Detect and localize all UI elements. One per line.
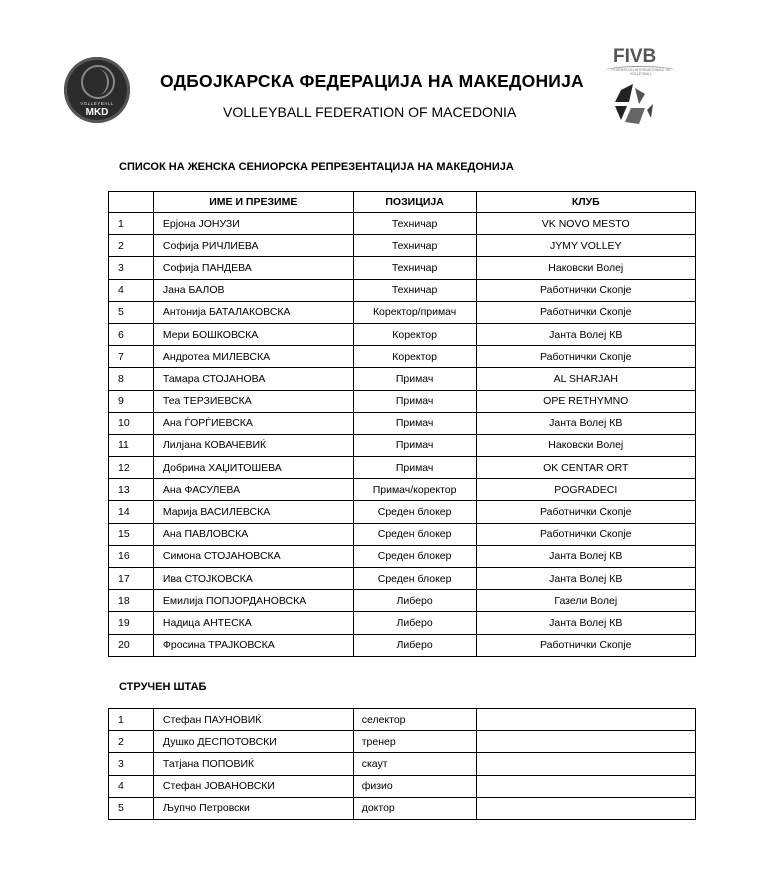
staff-table: [108, 708, 696, 820]
roster-row: [109, 568, 696, 590]
roster-row: [109, 634, 696, 656]
player-club: Работнички Скопје: [476, 501, 695, 523]
player-number: 3: [109, 257, 154, 279]
player-number: 12: [109, 457, 154, 479]
roster-row: [109, 612, 696, 634]
player-name: Емилија ПОПЈОРДАНОВСКА: [153, 590, 353, 612]
player-club: Наковски Волеј: [476, 434, 695, 456]
player-number: 7: [109, 346, 154, 368]
roster-table: [108, 191, 696, 657]
player-number: 13: [109, 479, 154, 501]
staff-row: [109, 753, 696, 775]
player-position: Либеро: [353, 634, 476, 656]
player-number: 11: [109, 434, 154, 456]
logo-text-mkd: MKD: [85, 107, 109, 118]
player-club: JYMY VOLLEY: [476, 235, 695, 257]
fivb-logo: [605, 46, 677, 136]
player-position: Коректор/примач: [353, 301, 476, 323]
player-position: Среден блокер: [353, 523, 476, 545]
roster-row: [109, 523, 696, 545]
player-club: Јанта Волеј КВ: [476, 323, 695, 345]
roster-row: [109, 346, 696, 368]
player-name: Ана ФАСУЛЕВА: [153, 479, 353, 501]
staff-row: [109, 775, 696, 797]
player-club: OPE RETHYMNO: [476, 390, 695, 412]
player-position: Примач/коректор: [353, 479, 476, 501]
player-name: Теа ТЕРЗИЕВСКА: [153, 390, 353, 412]
player-name: Симона СТОЈАНОВСКА: [153, 545, 353, 567]
staff-extra: [476, 709, 695, 731]
fivb-logo-subtext: FÉDÉRATION INTERNATIONALE DE VOLLEYBALL: [611, 68, 671, 76]
staff-number: 2: [109, 731, 154, 753]
staff-name: Стефан ПАУНОВИЌ: [153, 709, 353, 731]
staff-number: 5: [109, 797, 154, 819]
player-club: Јанта Волеј КВ: [476, 545, 695, 567]
staff-number: 1: [109, 709, 154, 731]
player-name: Ерјона ЈОНУЗИ: [153, 213, 353, 235]
player-name: Антонија БАТАЛАКОВСКА: [153, 301, 353, 323]
player-position: Примач: [353, 434, 476, 456]
player-position: Техничар: [353, 257, 476, 279]
fivb-emblem-icon: [611, 82, 657, 128]
player-name: Лилјана КОВАЧЕВИЌ: [153, 434, 353, 456]
staff-extra: [476, 797, 695, 819]
player-name: Софија РИЧЛИЕВА: [153, 235, 353, 257]
player-name: Ива СТОЈКОВСКА: [153, 568, 353, 590]
player-position: Среден блокер: [353, 501, 476, 523]
player-name: Надица АНТЕСКА: [153, 612, 353, 634]
player-name: Фросина ТРАЈКОВСКА: [153, 634, 353, 656]
col-header-club: КЛУБ: [476, 192, 695, 213]
player-name: Андротеа МИЛЕВСКА: [153, 346, 353, 368]
player-number: 5: [109, 301, 154, 323]
roster-row: [109, 279, 696, 301]
roster-row: [109, 479, 696, 501]
staff-role: селектор: [353, 709, 476, 731]
player-number: 20: [109, 634, 154, 656]
roster-row: [109, 368, 696, 390]
player-name: Ана ЃОРЃИЕВСКА: [153, 412, 353, 434]
player-club: OK CENTAR ORT: [476, 457, 695, 479]
staff-role: физио: [353, 775, 476, 797]
staff-number: 4: [109, 775, 154, 797]
player-position: Техничар: [353, 235, 476, 257]
roster-row: [109, 323, 696, 345]
player-club: Работнички Скопје: [476, 301, 695, 323]
federation-title-mk: ОДБОЈКАРСКА ФЕДЕРАЦИЈА НА МАКЕДОНИЈА: [160, 71, 584, 91]
player-position: Коректор: [353, 323, 476, 345]
player-number: 1: [109, 213, 154, 235]
staff-role: доктор: [353, 797, 476, 819]
roster-row: [109, 213, 696, 235]
player-position: Техничар: [353, 279, 476, 301]
player-position: Коректор: [353, 346, 476, 368]
player-club: VK NOVO MESTO: [476, 213, 695, 235]
player-number: 19: [109, 612, 154, 634]
player-name: Јана БАЛОВ: [153, 279, 353, 301]
player-number: 4: [109, 279, 154, 301]
player-name: Ана ПАВЛОВСКА: [153, 523, 353, 545]
player-club: Работнички Скопје: [476, 634, 695, 656]
roster-row: [109, 501, 696, 523]
roster-row: [109, 301, 696, 323]
player-position: Либеро: [353, 612, 476, 634]
player-club: Наковски Волеј: [476, 257, 695, 279]
player-number: 14: [109, 501, 154, 523]
staff-heading: СТРУЧЕН ШТАБ: [119, 681, 207, 693]
staff-name: Татјана ПОПОВИЌ: [153, 753, 353, 775]
player-number: 10: [109, 412, 154, 434]
player-club: Јанта Волеј КВ: [476, 568, 695, 590]
federation-title-en: VOLLEYBALL FEDERATION OF MACEDONIA: [223, 104, 517, 120]
staff-row: [109, 709, 696, 731]
player-name: Мери БОШКОВСКА: [153, 323, 353, 345]
player-club: POGRADECI: [476, 479, 695, 501]
player-club: Газели Волеј: [476, 590, 695, 612]
player-name: Марија ВАСИЛЕВСКА: [153, 501, 353, 523]
player-number: 16: [109, 545, 154, 567]
player-position: Среден блокер: [353, 545, 476, 567]
roster-row: [109, 457, 696, 479]
fivb-logo-text: FIVB: [613, 46, 657, 67]
federation-logo: [64, 57, 130, 123]
player-position: Техничар: [353, 213, 476, 235]
player-club: Работнички Скопје: [476, 346, 695, 368]
staff-extra: [476, 753, 695, 775]
roster-row: [109, 390, 696, 412]
roster-row: [109, 590, 696, 612]
staff-name: Стефан ЈОВАНОВСКИ: [153, 775, 353, 797]
roster-row: [109, 434, 696, 456]
logo-text-volleyball: VOLLEYBALL: [80, 101, 114, 106]
player-number: 17: [109, 568, 154, 590]
roster-row: [109, 545, 696, 567]
player-number: 8: [109, 368, 154, 390]
player-club: Јанта Волеј КВ: [476, 412, 695, 434]
player-position: Примач: [353, 457, 476, 479]
staff-role: тренер: [353, 731, 476, 753]
staff-role: скаут: [353, 753, 476, 775]
player-club: Работнички Скопје: [476, 523, 695, 545]
player-name: Софија ПАНДЕВА: [153, 257, 353, 279]
volleyball-icon: [81, 65, 115, 99]
player-club: Работнички Скопје: [476, 279, 695, 301]
roster-row: [109, 412, 696, 434]
staff-row: [109, 797, 696, 819]
player-club: Јанта Волеј КВ: [476, 612, 695, 634]
player-number: 6: [109, 323, 154, 345]
player-position: Примач: [353, 368, 476, 390]
col-header-name: ИМЕ И ПРЕЗИМЕ: [153, 192, 353, 213]
player-club: AL SHARJAH: [476, 368, 695, 390]
staff-number: 3: [109, 753, 154, 775]
roster-row: [109, 235, 696, 257]
player-position: Примач: [353, 390, 476, 412]
roster-header-row: [109, 192, 696, 213]
player-position: Среден блокер: [353, 568, 476, 590]
player-number: 2: [109, 235, 154, 257]
staff-row: [109, 731, 696, 753]
col-header-number: [109, 192, 154, 213]
player-position: Либеро: [353, 590, 476, 612]
player-name: Тамара СТОЈАНОВА: [153, 368, 353, 390]
roster-row: [109, 257, 696, 279]
player-number: 15: [109, 523, 154, 545]
staff-name: Љупчо Петровски: [153, 797, 353, 819]
player-name: Добрина ХАЏИТОШЕВА: [153, 457, 353, 479]
player-number: 9: [109, 390, 154, 412]
player-number: 18: [109, 590, 154, 612]
staff-name: Душко ДЕСПОТОВСКИ: [153, 731, 353, 753]
player-position: Примач: [353, 412, 476, 434]
roster-heading: СПИСОК НА ЖЕНСКА СЕНИОРСКА РЕПРЕЗЕНТАЦИЈА НА МАКЕДОНИЈА: [119, 161, 514, 173]
staff-extra: [476, 775, 695, 797]
col-header-position: ПОЗИЦИЈА: [353, 192, 476, 213]
staff-extra: [476, 731, 695, 753]
